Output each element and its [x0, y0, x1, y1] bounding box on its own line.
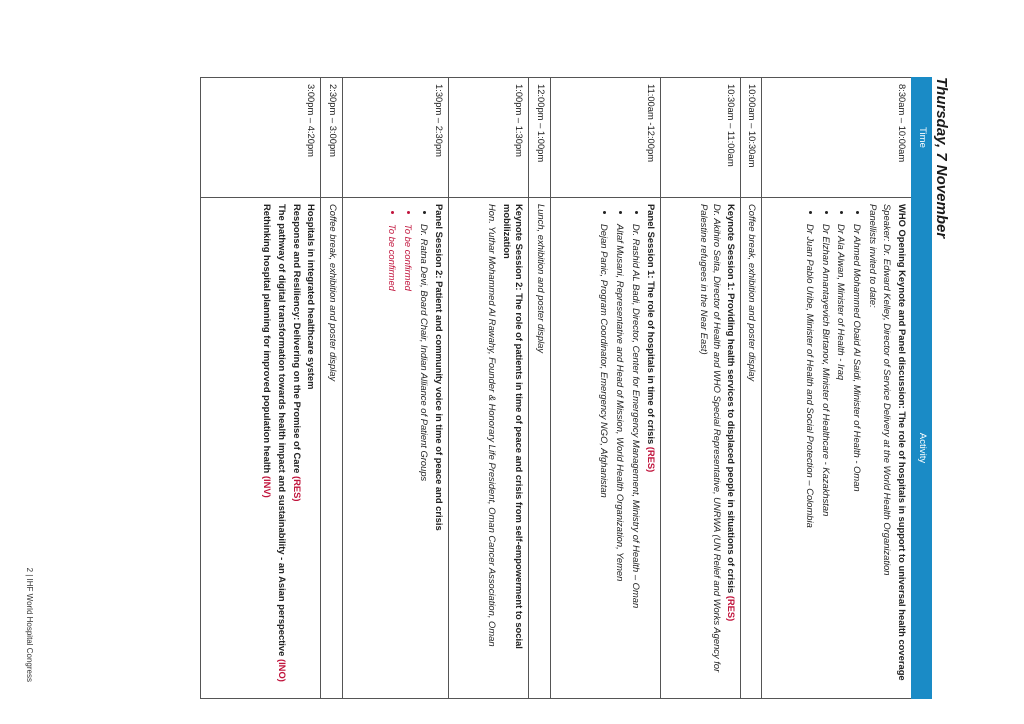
list-item: • Dr Juan Pablo Uribe, Minister of Health and Social Protection – Colombia: [803, 224, 816, 692]
table-row: [343, 78, 449, 699]
table-row: [201, 78, 321, 699]
track-session: Response and Resiliency: Delivering on the Promise of Care (RES): [291, 204, 303, 502]
panellist-list: [386, 204, 430, 692]
table-row: [529, 78, 551, 699]
activity-column-header: Activity: [912, 198, 932, 699]
list-item: • Dr. Ratna Devi, Board Chair, Indian Alliance of Patient Groups: [417, 224, 430, 692]
session-title: Keynote Session 1: Providing health services to displaced people in situations of crisis (RES): [726, 204, 738, 622]
list-item: • Dr Ala Alwan, Minister of Health - Iraq: [835, 224, 848, 692]
track-session: Rethinking hospital planning for improved population health (INV): [262, 204, 274, 498]
list-item: • Altaf Musani, Representative and Head of Mission, World Health Organization, Yemen: [613, 224, 626, 692]
table-row: [551, 78, 661, 699]
session-title: WHO Opening Keynote and Panel discussion: The role of hospitals in support to universal health coverage: [897, 204, 908, 681]
track-heading: Hospitals in integrated healthcare system: [306, 204, 318, 390]
time-cell: 11:00am -12:00pm: [551, 78, 661, 198]
session-title: Panel Session 2: Patient and community voice in time of peace and crisis: [434, 204, 446, 531]
list-item: • Dejan Panic, Program Coordinator, Emergency NGO, Afghanistan: [598, 224, 611, 692]
activity-cell: Coffee break, exhibition and poster display: [741, 198, 762, 699]
time-cell: 10:30am – 11:00am: [661, 78, 741, 198]
table-row: [741, 78, 762, 699]
activity-cell: Coffee break, exhibition and poster display: [321, 198, 343, 699]
page-footer: 2 | IHF World Hospital Congress: [25, 567, 34, 682]
speaker-text: Speaker: Dr. Edward Kelley, Director of Service Delivery at the World Health Organization: [882, 204, 894, 576]
to-be-confirmed-item: • To be confirmed: [386, 224, 399, 692]
table-row: [321, 78, 343, 699]
track-session: The pathway of digital transformation towards health impact and sustainability - an Asian perspective (INO): [276, 204, 288, 682]
inv-tag: (INV): [262, 475, 274, 498]
table-row: [449, 78, 529, 699]
time-column-header: Time: [912, 78, 932, 198]
table-row: [661, 78, 741, 699]
res-tag: (RES): [291, 475, 303, 502]
list-item: • Dr Elzhan Amantayevich Birtanov, Minister of Healthcare - Kazakhstan: [819, 224, 832, 692]
speaker-text: Hon. Yuthar Mohammed Al Rawahy, Founder & Honorary Life President, Oman Cancer Association, Oman: [486, 204, 498, 647]
activity-cell: [762, 198, 912, 699]
list-item: • Dr Ahmed Mohammed Obaid Al Saidi, Minister of Health - Oman: [850, 224, 863, 692]
panellist-list: [803, 204, 863, 692]
res-tag: (RES): [726, 595, 738, 622]
res-tag: (RES): [646, 446, 658, 473]
schedule-table: [200, 77, 932, 699]
speaker-text: Dr. Akihiro Seita, Director of Health and WHO Special Representative, UNRWA (UN Relief and Works Agency for Palestine refugees in the Near East): [698, 204, 723, 673]
session-title: Panel Session 1: The role of hospitals in time of crisis (RES): [646, 204, 658, 473]
ino-tag: (INO): [276, 658, 288, 682]
time-cell: 10:00am – 10:30am: [741, 78, 762, 198]
to-be-confirmed-item: • To be confirmed: [401, 224, 414, 692]
list-item: • Dr. Rashid AL Badi, Director, Center for Emergency Management, Ministry of Health – Oman: [629, 224, 642, 692]
panel-intro: Panellists invited to date:: [867, 204, 879, 308]
session-title: Keynote Session 2: The role of patients in time of peace and crisis from self-empowerment to social mobilization: [501, 204, 526, 649]
time-cell: 2:30pm – 3:00pm: [321, 78, 343, 198]
table-row: [762, 78, 912, 699]
time-cell: 1:00pm – 1:30pm: [449, 78, 529, 198]
activity-cell: [551, 198, 661, 699]
time-cell: 1:30pm – 2:30pm: [343, 78, 449, 198]
activity-cell: [343, 198, 449, 699]
time-cell: 3:00pm – 4:20pm: [201, 78, 321, 198]
activity-cell: [449, 198, 529, 699]
page-title: Thursday, 7 November: [933, 77, 950, 239]
table-header-row: [912, 78, 932, 699]
activity-cell: [201, 198, 321, 699]
time-cell: 8:30am – 10:00am: [762, 78, 912, 198]
activity-cell: Lunch, exhibition and poster display: [529, 198, 551, 699]
activity-cell: [661, 198, 741, 699]
time-cell: 12:00pm – 1:00pm: [529, 78, 551, 198]
panellist-list: [598, 204, 642, 692]
